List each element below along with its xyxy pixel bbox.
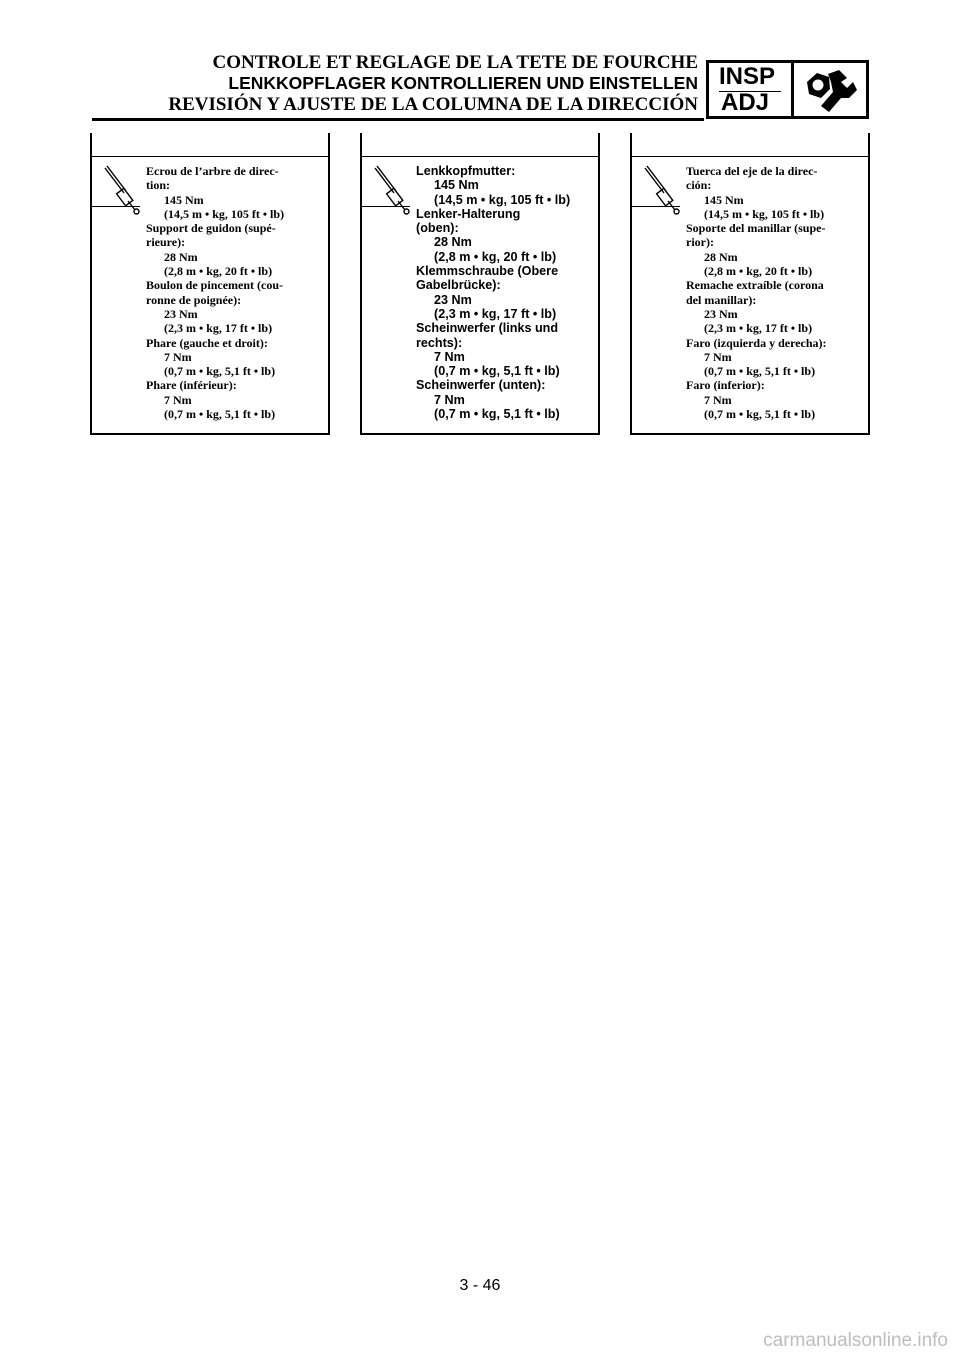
torque-wrench-icon bbox=[642, 163, 680, 215]
spec-entry bbox=[416, 378, 598, 421]
spec-label: Boulon de pincement (cou- ronne de poignée): bbox=[146, 278, 284, 307]
spec-detail: (14,5 m • kg, 105 ft • lb) bbox=[164, 206, 285, 221]
title-spanish: REVISIÓN Y AJUSTE DE LA COLUMNA DE LA DIRECCIÓN bbox=[168, 94, 698, 115]
title-german: LENKKOPFLAGER KONTROLLIEREN UND EINSTELLEN bbox=[228, 73, 698, 93]
spec-value: 7 Nm bbox=[434, 349, 465, 364]
spec-entry bbox=[686, 221, 868, 278]
spec-entry bbox=[146, 221, 328, 278]
spec-value: 7 Nm bbox=[704, 349, 732, 364]
spec-detail: (2,3 m • kg, 17 ft • lb) bbox=[164, 321, 273, 336]
spec-detail: (2,8 m • kg, 20 ft • lb) bbox=[164, 264, 273, 279]
spec-entry bbox=[686, 336, 868, 379]
spec-entry bbox=[146, 164, 328, 221]
spec-label: Lenker-Halterung (oben): bbox=[416, 206, 521, 236]
spec-entry bbox=[416, 264, 598, 321]
badge-text bbox=[709, 63, 789, 116]
spec-label: Remache extraíble (corona del manillar): bbox=[686, 278, 824, 307]
title-french: CONTROLE ET REGLAGE DE LA TETE DE FOURCHE bbox=[212, 52, 698, 73]
spec-value: 23 Nm bbox=[434, 292, 472, 307]
spec-value: 23 Nm bbox=[164, 306, 198, 321]
spec-label: Ecrou de l’arbre de direc- tion: bbox=[146, 164, 279, 193]
header-rule bbox=[92, 118, 704, 121]
wrench-and-nut-icon bbox=[801, 68, 859, 114]
spec-label: Phare (inférieur): bbox=[146, 378, 237, 393]
spec-detail: (2,8 m • kg, 20 ft • lb) bbox=[704, 264, 813, 279]
torque-spec-list bbox=[686, 164, 868, 421]
spec-detail: (0,7 m • kg, 5,1 ft • lb) bbox=[704, 407, 816, 422]
panel-top-rule bbox=[632, 156, 868, 157]
spec-detail: (0,7 m • kg, 5,1 ft • lb) bbox=[434, 364, 560, 379]
spec-value: 145 Nm bbox=[704, 192, 744, 207]
spec-detail: (0,7 m • kg, 5,1 ft • lb) bbox=[434, 407, 560, 422]
spec-value: 28 Nm bbox=[704, 249, 738, 264]
spec-entry bbox=[146, 278, 328, 335]
spec-detail: (2,8 m • kg, 20 ft • lb) bbox=[434, 249, 557, 264]
footer-watermark: carmanualsonline.info bbox=[763, 1330, 948, 1351]
spec-detail: (2,3 m • kg, 17 ft • lb) bbox=[704, 321, 813, 336]
icon-underline bbox=[362, 206, 410, 207]
torque-panel-french bbox=[90, 133, 330, 435]
spec-entry bbox=[416, 207, 598, 264]
torque-spec-list bbox=[416, 164, 598, 421]
spec-value: 145 Nm bbox=[434, 178, 479, 193]
spec-value: 28 Nm bbox=[434, 235, 472, 250]
panel-top-rule bbox=[92, 156, 328, 157]
spec-entry bbox=[686, 378, 868, 421]
spec-detail: (0,7 m • kg, 5,1 ft • lb) bbox=[164, 364, 276, 379]
page-title bbox=[120, 52, 698, 115]
spec-label: Faro (izquierda y derecha): bbox=[686, 335, 827, 350]
spec-detail: (0,7 m • kg, 5,1 ft • lb) bbox=[704, 364, 816, 379]
page-number: 3 - 46 bbox=[459, 1277, 501, 1294]
icon-underline bbox=[632, 206, 680, 207]
badge-top-label: INSP bbox=[719, 63, 776, 90]
panel-top-rule bbox=[362, 156, 598, 157]
spec-label: Soporte del manillar (supe- rior): bbox=[686, 221, 826, 250]
icon-underline bbox=[92, 206, 140, 207]
spec-value: 23 Nm bbox=[704, 306, 738, 321]
spec-entry bbox=[416, 321, 598, 378]
spec-detail: (14,5 m • kg, 105 ft • lb) bbox=[704, 206, 825, 221]
spec-label: Phare (gauche et droit): bbox=[146, 335, 268, 350]
spec-label: Scheinwerfer (unten): bbox=[416, 378, 546, 393]
spec-value: 7 Nm bbox=[704, 392, 732, 407]
spec-value: 145 Nm bbox=[164, 192, 204, 207]
torque-panel-spanish bbox=[630, 133, 870, 435]
spec-label: Lenkkopfmutter: bbox=[416, 164, 516, 178]
insp-adj-badge bbox=[706, 60, 869, 119]
torque-spec-list bbox=[146, 164, 328, 421]
spec-entry bbox=[416, 164, 598, 207]
spec-label: Faro (inferior): bbox=[686, 378, 765, 393]
spec-entry bbox=[686, 164, 868, 221]
spec-detail: (14,5 m • kg, 105 ft • lb) bbox=[434, 192, 571, 207]
torque-wrench-icon bbox=[372, 163, 410, 215]
spec-detail: (0,7 m • kg, 5,1 ft • lb) bbox=[164, 407, 276, 422]
spec-value: 7 Nm bbox=[164, 392, 192, 407]
spec-label: Tuerca del eje de la direc- ción: bbox=[686, 164, 818, 193]
spec-label: Klemmschraube (Obere Gabelbrücke): bbox=[416, 264, 559, 293]
spec-label: Scheinwerfer (links und rechts): bbox=[416, 321, 559, 350]
spec-entry bbox=[146, 336, 328, 379]
torque-panel-german bbox=[360, 133, 600, 435]
spec-value: 28 Nm bbox=[164, 249, 198, 264]
badge-bottom-label: ADJ bbox=[721, 89, 770, 116]
spec-value: 7 Nm bbox=[164, 349, 192, 364]
spec-label: Support de guidon (supé- rieure): bbox=[146, 221, 276, 250]
badge-separator bbox=[791, 63, 794, 116]
spec-entry bbox=[686, 278, 868, 335]
torque-wrench-icon bbox=[102, 163, 140, 215]
spec-entry bbox=[146, 378, 328, 421]
spec-value: 7 Nm bbox=[434, 392, 465, 407]
spec-detail: (2,3 m • kg, 17 ft • lb) bbox=[434, 306, 557, 321]
